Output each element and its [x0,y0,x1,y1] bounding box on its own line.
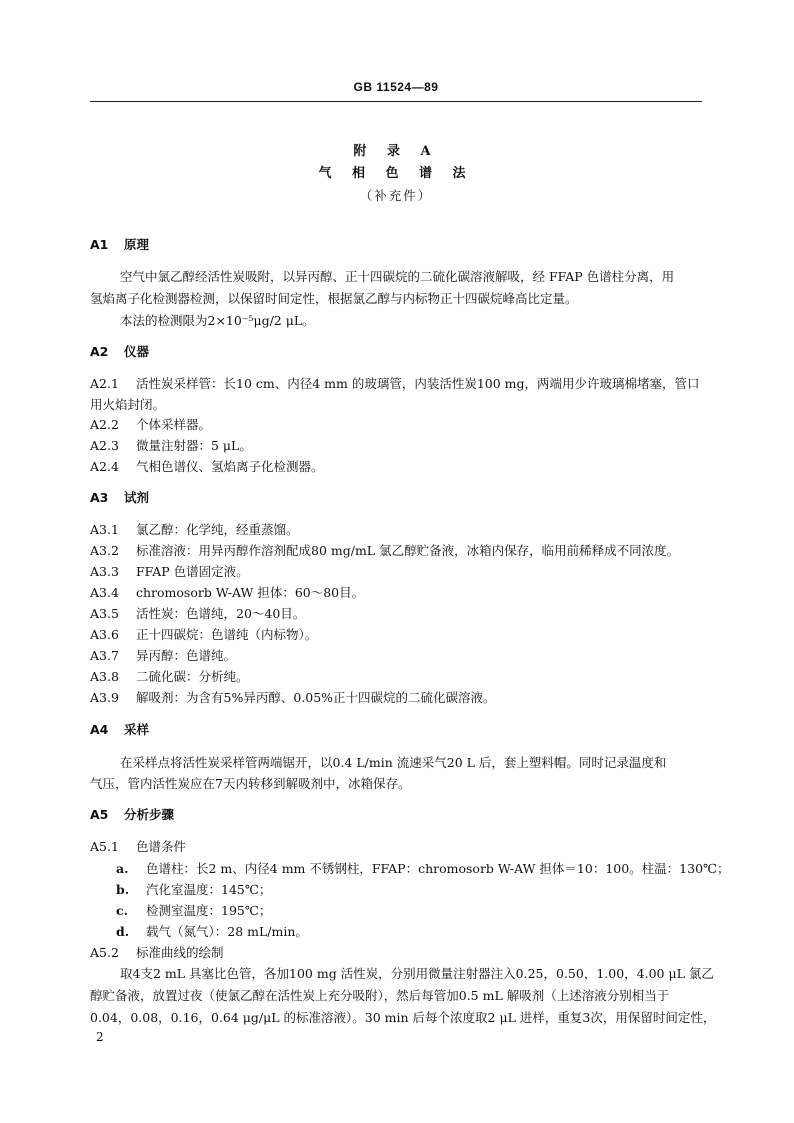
section-title: 试剂 [124,490,150,505]
paragraph-line: 醇贮备液，放置过夜（使氯乙醇在活性炭上充分吸附），然后每管加0.5 mL 解吸剂（上述溶液分别相当于 [90,988,670,1003]
section-title: 仪器 [124,344,150,359]
section-title: 原理 [124,237,150,252]
clause-number: A3.7 [90,648,119,663]
condition-item [116,923,736,941]
clause-number: A3.5 [90,606,119,621]
clause-number: A5.1 [90,839,119,854]
section-title: 分析步骤 [124,807,175,822]
clause-text: 微量注射器：5 μL。 [136,438,252,453]
clause-number: A3.2 [90,543,119,558]
clause-text: 异丙醇：色谱纯。 [136,648,237,663]
clause-number: A2.2 [90,417,119,432]
section-number: A5 [90,807,109,822]
clause-number: A5.2 [90,945,119,960]
clause-text: chromosorb W-AW 担体：60～80目。 [136,585,365,600]
header-rule [90,101,702,102]
clause-text: 解吸剂：为含有5%异丙醇、0.05%正十四碳烷的二硫化碳溶液。 [136,690,496,705]
condition-label: d. [116,924,130,939]
clause-number: A3.1 [90,522,119,537]
clause-number: A2.1 [90,376,119,391]
clause-number: A3.9 [90,690,119,705]
section-number: A3 [90,490,109,505]
section-heading-a1 [90,236,710,254]
section-number: A4 [90,722,109,737]
subsection-heading [90,838,710,856]
clause-text: FFAP 色谱固定液。 [136,564,249,579]
section-number: A1 [90,237,109,252]
clause-item [90,542,710,560]
section-heading-a5 [90,806,710,824]
clause-item [90,521,710,539]
clause-item [90,458,710,476]
paragraph-line: 在采样点将活性炭采样管两端锯开，以0.4 L/min 流速采气20 L 后，套上塑料帽。同时记录温度和 [120,755,667,770]
appendix-subtitle: 气 相 色 谱 法 [318,166,474,181]
condition-label: b. [116,882,130,897]
section-heading-a3 [90,489,710,507]
condition-item [116,860,736,878]
clause-text: 个体采样器。 [136,417,212,432]
clause-text: 二硫化碳：分析纯。 [136,669,249,684]
page-number: 2 [96,1030,104,1044]
clause-number: A3.3 [90,564,119,579]
paragraph-line: 氢焰离子化检测器检测，以保留时间定性，根据氯乙醇与内标物正十四碳烷峰高比定量。 [90,291,578,306]
clause-text: 氯乙醇：化学纯，经重蒸馏。 [136,522,299,537]
clause-number: A3.4 [90,585,119,600]
condition-text: 检测室温度：195℃； [146,903,272,918]
appendix-title: 附 录 A [353,144,439,159]
clause-item [90,647,710,665]
clause-number: A2.4 [90,459,119,474]
section-number: A2 [90,344,109,359]
clause-item [90,605,710,623]
clause-text: 正十四碳烷：色谱纯（内标物）。 [136,627,318,642]
section-heading-a4 [90,721,710,739]
condition-label: c. [116,903,128,918]
paragraph-line: 本法的检测限为2×10⁻⁵μg/2 μL。 [120,313,315,328]
clause-text: 标准曲线的绘制 [136,945,224,960]
paragraph-line: 空气中氯乙醇经活性炭吸附，以异丙醇、正十四碳烷的二硫化碳溶液解吸，经 FFAP 色谱柱分离，用 [120,269,675,284]
clause-item [90,668,710,686]
clause-item [90,416,710,434]
clause-item [90,689,710,707]
standard-code-header: GB 11524—89 [353,80,439,94]
clause-item [90,437,710,455]
condition-text: 载气（氮气）：28 mL/min。 [146,924,308,939]
clause-item [90,563,710,581]
clause-number: A3.8 [90,669,119,684]
section-title: 采样 [124,722,150,737]
paragraph-line: 0.04，0.08，0.16，0.64 μg/μL 的标准溶液）。30 min 后每个浓度取2 μL 进样，重复3次，用保留时间定性， [90,1010,716,1025]
clause-continuation: 用火焰封闭。 [90,397,166,412]
clause-text: 色谱条件 [136,839,187,854]
section-heading-a2 [90,343,710,361]
clause-text: 活性炭采样管：长10 cm、内径4 mm 的玻璃管，内装活性炭100 mg，两端用少许玻璃棉堵塞，管口 [136,376,700,391]
clause-text: 活性炭：色谱纯，20～40目。 [136,606,306,621]
condition-item [116,881,736,899]
clause-number: A2.3 [90,438,119,453]
paragraph-line: 取4支2 mL 具塞比色管，各加100 mg 活性炭，分别用微量注射器注入0.25，0.50，1.00，4.00 μL 氯乙 [120,966,714,981]
clause-item [90,584,710,602]
clause-text: 标准溶液：用异丙醇作溶剂配成80 mg/mL 氯乙醇贮备液，冰箱内保存，临用前稀释成不同浓度。 [136,543,680,558]
clause-number: A3.6 [90,627,119,642]
clause-item [90,375,710,393]
clause-item [90,626,710,644]
condition-text: 色谱柱：长2 m、内径4 mm 不锈钢柱，FFAP：chromosorb W-AW 担体＝10：100。柱温：130℃； [146,861,730,876]
subsection-heading [90,944,710,962]
paragraph-line: 气压，管内活性炭应在7天内转移到解吸剂中，冰箱保存。 [90,776,411,791]
appendix-note: （补充件） [359,188,433,203]
condition-text: 汽化室温度：145℃； [146,882,272,897]
clause-text: 气相色谱仪、氢焰离子化检测器。 [136,459,324,474]
condition-item [116,902,736,920]
condition-label: a. [116,861,129,876]
